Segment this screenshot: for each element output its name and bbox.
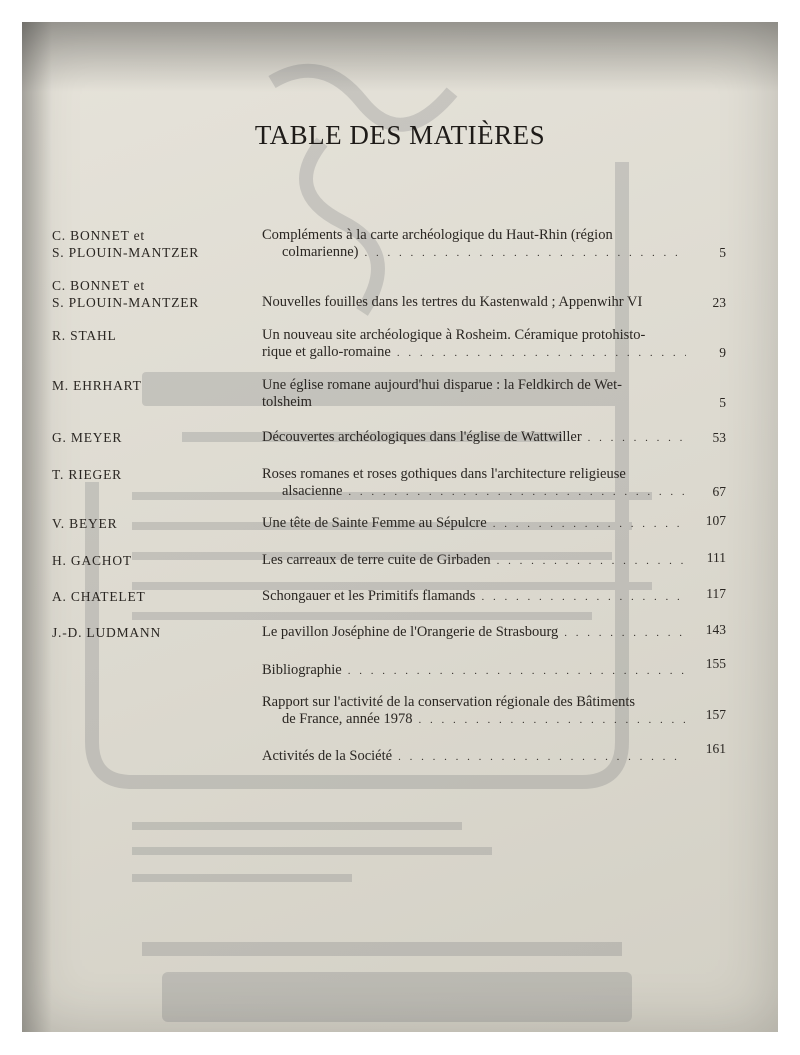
entry-page-number: 5 xyxy=(719,245,726,260)
entry-page-number: 107 xyxy=(705,513,726,528)
entry-page-number: 5 xyxy=(719,395,726,410)
entry-author: A. CHATELET xyxy=(52,589,146,604)
entry-author: H. GACHOT xyxy=(52,553,132,568)
entry-author: G. MEYER xyxy=(52,430,123,445)
entry-title: Roses romanes et roses gothiques dans l'architecture religieuse alsacienne . . . xyxy=(262,466,686,501)
entry-author: V. BEYER xyxy=(52,516,118,531)
entry-page-number: 53 xyxy=(712,430,726,445)
entry-author: J.-D. LUDMANN xyxy=(52,625,162,640)
entry-title: Schongauer et les Primitifs flamands . . . xyxy=(262,588,686,606)
entry-title: Découvertes archéologiques dans l'église de Wattwiller . . . xyxy=(262,429,686,447)
entry-page-number: 23 xyxy=(712,295,726,310)
book-page xyxy=(22,22,778,1032)
entry-page-number: 157 xyxy=(705,707,726,722)
entry-page-number: 111 xyxy=(706,550,726,565)
entry-title: Une tête de Sainte Femme au Sépulcre . . . xyxy=(262,515,686,533)
entry-page-number: 67 xyxy=(712,484,726,499)
entry-author: C. BONNET et S. PLOUIN-MANTZER xyxy=(52,278,200,310)
entry-title: Un nouveau site archéologique à Rosheim. Céramique protohisto- rique et gallo-romaine . . . xyxy=(262,327,686,362)
entry-title: Nouvelles fouilles dans les tertres du Kastenwald ; Appenwihr VI xyxy=(262,294,643,310)
entry-author: C. BONNET et S. PLOUIN-MANTZER xyxy=(52,228,200,260)
page-title: TABLE DES MATIÈRES xyxy=(254,120,546,150)
entry-title: Activités de la Société . . . xyxy=(262,748,686,766)
entry-title: Les carreaux de terre cuite de Girbaden . . . xyxy=(262,552,686,570)
entry-page-number: 117 xyxy=(706,586,726,601)
entry-author: M. EHRHART xyxy=(52,378,142,393)
entry-title: Le pavillon Joséphine de l'Orangerie de Strasbourg . . . xyxy=(262,624,686,642)
entry-title: Une église romane aujourd'hui disparue : la Feldkirch de Wet- tolsheim xyxy=(262,377,622,410)
entry-title: Bibliographie . . . xyxy=(262,662,686,680)
entry-page-number: 155 xyxy=(705,656,726,671)
entry-page-number: 143 xyxy=(705,622,726,637)
entry-page-number: 161 xyxy=(705,741,726,756)
entry-title: Compléments à la carte archéologique du Haut-Rhin (région colmarienne) . . . xyxy=(262,227,686,262)
entry-author: R. STAHL xyxy=(52,328,117,343)
entry-author: T. RIEGER xyxy=(52,467,122,482)
entry-title: Rapport sur l'activité de la conservation régionale des Bâtiments de France, année 1978 . . . xyxy=(262,694,686,729)
entry-page-number: 9 xyxy=(719,345,726,360)
